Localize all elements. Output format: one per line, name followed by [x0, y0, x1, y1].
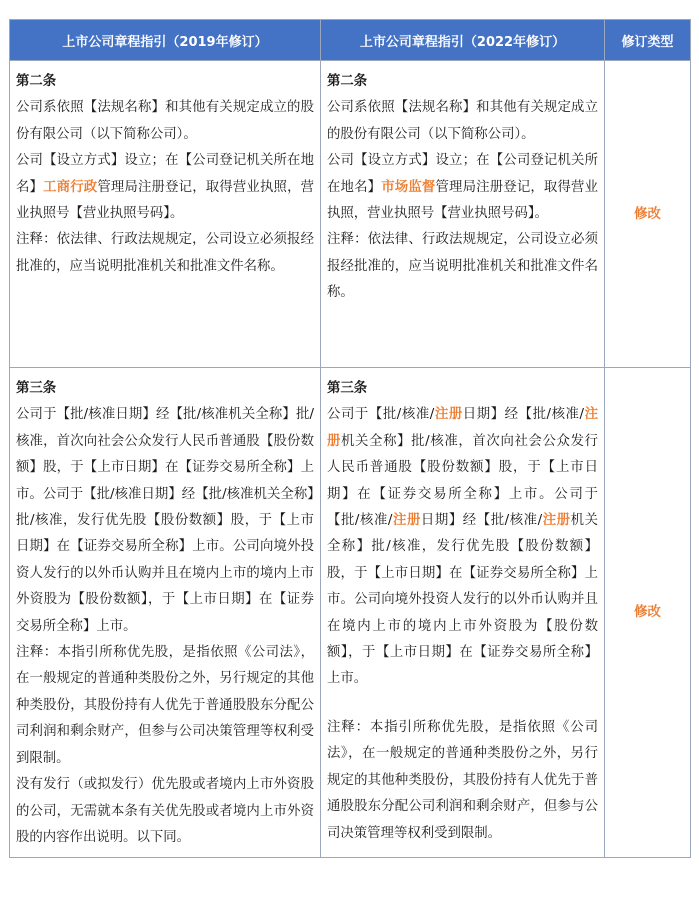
article-title: 第二条 — [16, 74, 57, 89]
highlighted-change: 注册 — [327, 407, 598, 449]
header-row — [10, 20, 691, 61]
article-paragraph: 公司于【批/核准日期】经【批/核准机关全称】批/核准，首次向社会公众发行人民币普通股【股份数额】股，于【上市日期】在【证券交易所全称】上市。公司于【批/核准日期】经【批/核准机关全称】批/核准，发行优先股【股份数额】股，于【上市日期】在【证券交易所全称】上市。公司向境外投资人发行的以外币认购并且在境内上市的境内上市外资股为【股份数额】，于【上市日期】在【证券交易所全称】上市。 — [16, 407, 314, 634]
article-paragraph: 公司系依照【法规名称】和其他有关规定成立的股份有限公司（以下简称公司）。 — [327, 100, 598, 142]
revision-type-badge: 修改 — [605, 61, 691, 368]
article-paragraph — [327, 402, 598, 692]
cell-2022-article-2 — [321, 61, 605, 368]
text-segment: 机关全称】批/核准，发行优先股【股份数额】股，于【上市日期】在【证券交易所全称】上市。公司向境外投资人发行的以外币认购并且在境内上市的境内上市外资股为【股份数额】，于【上市日期】在【证券交易所全称】上市。 — [327, 513, 598, 687]
text-segment: 日期】经【批/核准/ — [420, 513, 543, 529]
article-note: 注释：依法律、行政法规规定，公司设立必须报经批准的，应当说明批准机关和批准文件名称。 — [327, 232, 598, 301]
header-revision-type: 修订类型 — [605, 20, 691, 61]
article-note: 注释：本指引所称优先股，是指依照《公司法》，在一般规定的普通种类股份之外，另行规定的其他种类股份，其股份持有人优先于普通股股东分配公司利润和剩余财产，但参与公司决策管理等权利受到限制。 — [327, 719, 598, 841]
article-title: 第二条 — [327, 74, 368, 89]
text-segment: 公司【设立方式】设立；在【公司登记机关所在地名】 — [16, 153, 314, 195]
highlighted-change: 注册 — [392, 513, 421, 529]
cell-2022-article-3 — [321, 368, 605, 858]
article-note: 没有发行（或拟发行）优先股或者境内上市外资股的公司，无需就本条有关优先股或者境内上市外资股的内容作出说明。以下同。 — [16, 777, 314, 845]
highlighted-change: 注册 — [542, 513, 571, 529]
text-segment: 公司于【批/核准/ — [327, 407, 435, 423]
highlighted-change: 注册 — [434, 407, 463, 423]
cell-2019-article-2 — [10, 61, 321, 368]
table-row-article-3 — [10, 368, 691, 858]
article-note: 注释：本指引所称优先股，是指依照《公司法》，在一般规定的普通种类股份之外，另行规定的其他种类股份，其股份持有人优先于普通股股东分配公司利润和剩余财产，但参与公司决策管理等权利受到限制。 — [16, 645, 314, 766]
article-paragraph: 公司系依照【法规名称】和其他有关规定成立的股份有限公司（以下简称公司）。 — [16, 100, 314, 142]
text-segment: 机关全称】批/核准，首次向社会公众发行人民币普通股【股份数额】股，于【上市日期】在【证券交易所全称】上市。公司于【批/核准/ — [327, 433, 599, 529]
highlighted-change: 工商行政 — [43, 179, 98, 195]
revision-comparison-table — [9, 19, 691, 858]
article-title: 第三条 — [16, 381, 57, 396]
text-segment: 公司【设立方式】设立；在【公司登记机关所在地名】 — [327, 153, 598, 195]
revision-type-badge: 修改 — [605, 368, 691, 858]
text-segment: 管理局注册登记，取得营业执照，营业执照号【营业执照号码】。 — [327, 179, 599, 222]
article-paragraph — [16, 148, 314, 227]
article-paragraph — [327, 148, 598, 227]
table-row-article-2 — [10, 61, 691, 368]
article-note: 注释：依法律、行政法规规定，公司设立必须报经批准的，应当说明批准机关和批准文件名称。 — [16, 232, 314, 274]
highlighted-change: 市场监督 — [381, 179, 436, 195]
header-2022: 上市公司章程指引（2022年修订） — [321, 20, 605, 61]
cell-2019-article-3 — [10, 368, 321, 858]
text-segment: 日期】经【批/核准/ — [462, 407, 585, 423]
paragraph-spacer — [327, 693, 598, 715]
header-2019: 上市公司章程指引（2019年修订） — [10, 20, 321, 61]
text-segment: 管理局注册登记，取得营业执照，营业执照号【营业执照号码】。 — [16, 179, 315, 222]
article-title: 第三条 — [327, 381, 368, 396]
